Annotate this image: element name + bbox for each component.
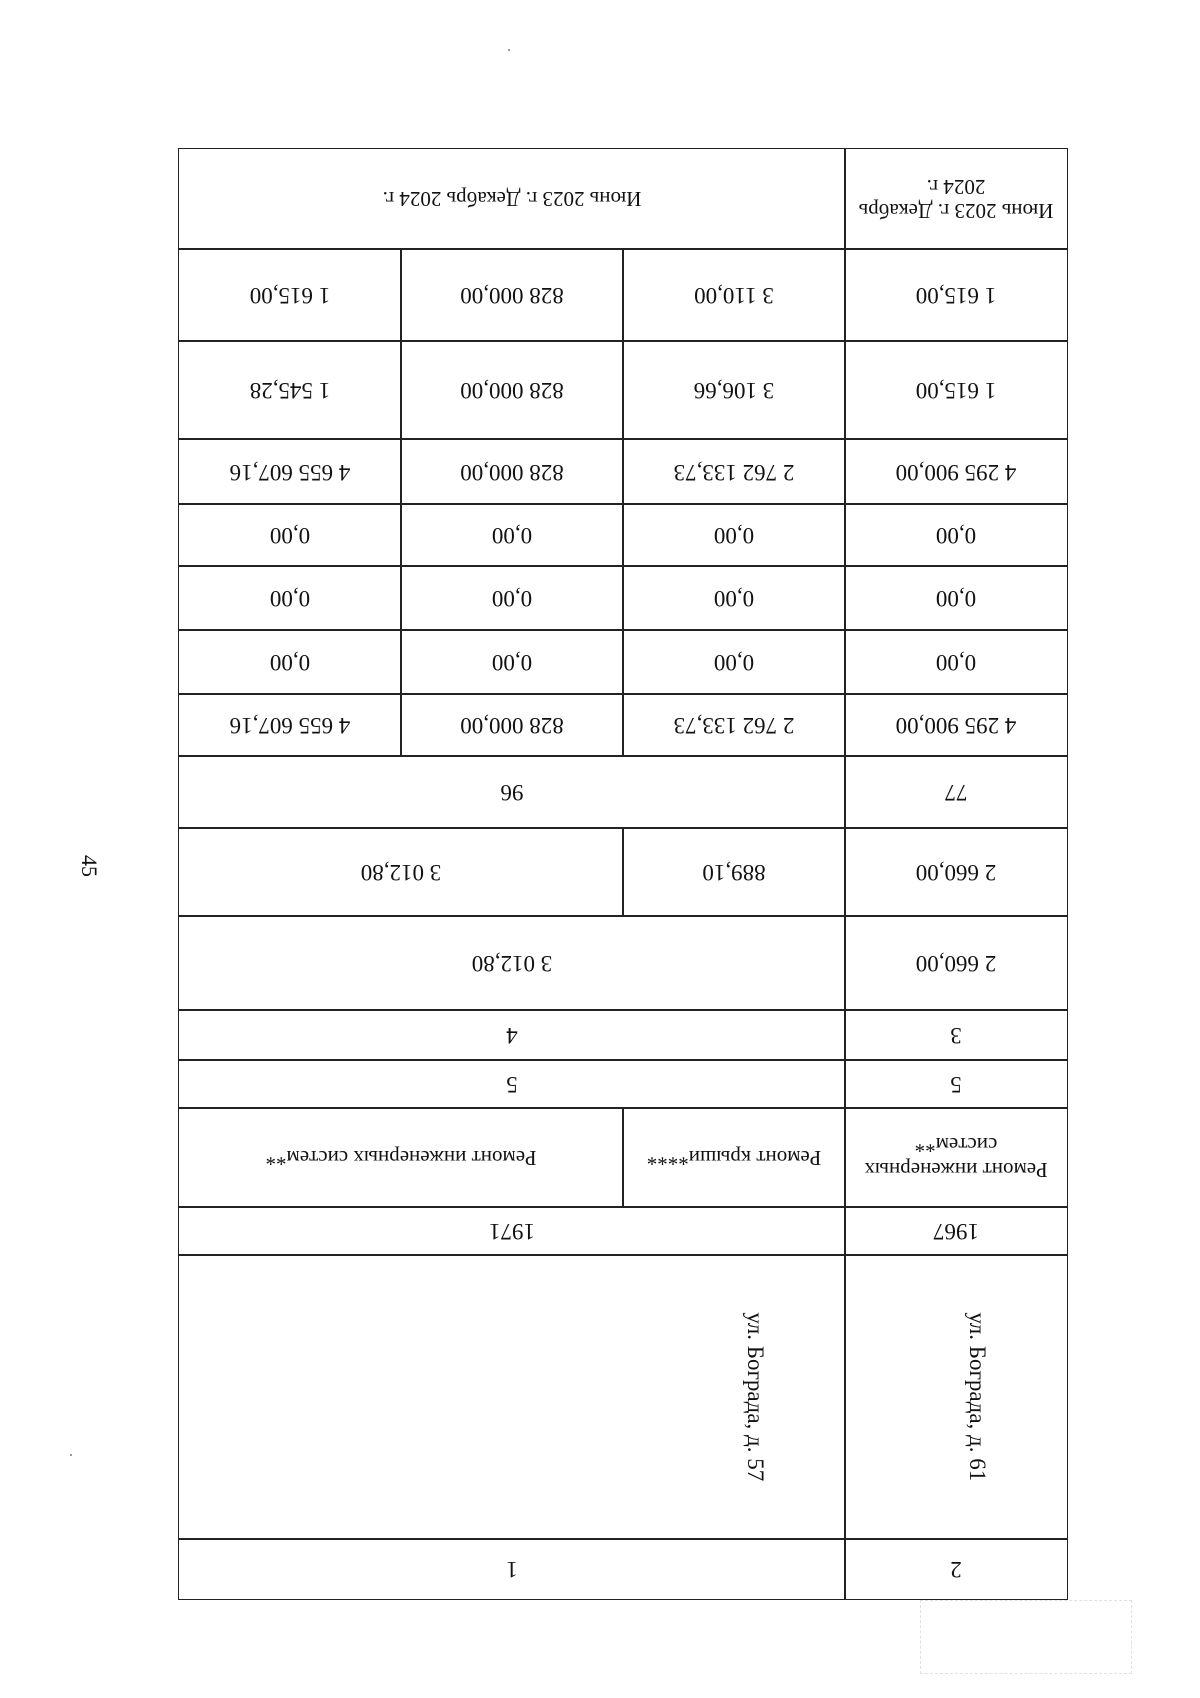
total-cost: 4 295 900,00 xyxy=(844,693,1068,757)
scan-speck xyxy=(70,1454,72,1456)
fund-cost-b: 0,00 xyxy=(400,629,624,695)
local-budget-cost-b: 0,00 xyxy=(400,503,624,567)
address: ул. Бограда, д. 57 xyxy=(742,1312,768,1482)
col-5: 5 xyxy=(844,1059,1068,1109)
local-budget-cost-c: 0,00 xyxy=(178,503,402,567)
total-area: 2 660,00 xyxy=(844,915,1068,1011)
col-4: 4 xyxy=(178,1009,846,1061)
col-5: 5 xyxy=(178,1059,846,1109)
row-number: 1 xyxy=(178,1538,846,1600)
work-type-roof: Ремонт крыши**** xyxy=(622,1107,846,1208)
local-budget-cost-a: 0,00 xyxy=(622,503,846,567)
budget-cost: 0,00 xyxy=(844,565,1068,631)
fund-cost: 0,00 xyxy=(844,629,1068,695)
address-cell xyxy=(844,1254,1068,1540)
unit-cost-limit-a: 3 110,00 xyxy=(622,248,846,342)
fund-cost-a: 0,00 xyxy=(622,629,846,695)
budget-cost-a: 0,00 xyxy=(622,565,846,631)
unit-cost-limit: 1 615,00 xyxy=(844,248,1068,342)
address: ул. Бограда, д. 61 xyxy=(964,1312,990,1482)
year-built: 1967 xyxy=(844,1206,1068,1256)
unit-cost-limit-c: 1 615,00 xyxy=(178,248,402,342)
residential-area-a: 889,10 xyxy=(622,827,846,917)
local-budget-cost: 0,00 xyxy=(844,503,1068,567)
budget-cost-b: 0,00 xyxy=(400,565,624,631)
completion-period: Июнь 2023 г. Декабрь 2024 г. xyxy=(178,148,846,250)
owners-cost: 4 295 900,00 xyxy=(844,438,1068,505)
total-cost-b: 828 000,00 xyxy=(400,693,624,757)
total-area: 3 012,80 xyxy=(178,915,846,1011)
residential-area-b: 3 012,80 xyxy=(178,827,624,917)
work-type-engineering: Ремонт инженерных систем** xyxy=(178,1107,624,1208)
unit-cost-c: 1 545,28 xyxy=(178,340,402,440)
residents-count: 96 xyxy=(178,755,846,829)
work-type: Ремонт инженерных систем** xyxy=(844,1107,1068,1208)
owners-cost-c: 4 655 607,16 xyxy=(178,438,402,505)
residents-count: 77 xyxy=(844,755,1068,829)
owners-cost-b: 828 000,00 xyxy=(400,438,624,505)
total-cost-a: 2 762 133,73 xyxy=(622,693,846,757)
owners-cost-a: 2 762 133,73 xyxy=(622,438,846,505)
unit-cost-limit-b: 828 000,00 xyxy=(400,248,624,342)
row-number: 2 xyxy=(844,1538,1068,1600)
page-number: 45 xyxy=(77,855,102,877)
residential-area: 2 660,00 xyxy=(844,827,1068,917)
col-3: 3 xyxy=(844,1009,1068,1061)
scan-speck xyxy=(508,49,510,51)
address-cell xyxy=(178,1254,846,1540)
completion-period: Июнь 2023 г. Декабрь 2024 г. xyxy=(844,148,1068,250)
faint-stamp xyxy=(920,1600,1132,1674)
rotated-table xyxy=(178,148,1068,1600)
unit-cost: 1 615,00 xyxy=(844,340,1068,440)
total-cost-c: 4 655 607,16 xyxy=(178,693,402,757)
unit-cost-a: 3 106,66 xyxy=(622,340,846,440)
budget-cost-c: 0,00 xyxy=(178,565,402,631)
fund-cost-c: 0,00 xyxy=(178,629,402,695)
year-built: 1971 xyxy=(178,1206,846,1256)
unit-cost-b: 828 000,00 xyxy=(400,340,624,440)
